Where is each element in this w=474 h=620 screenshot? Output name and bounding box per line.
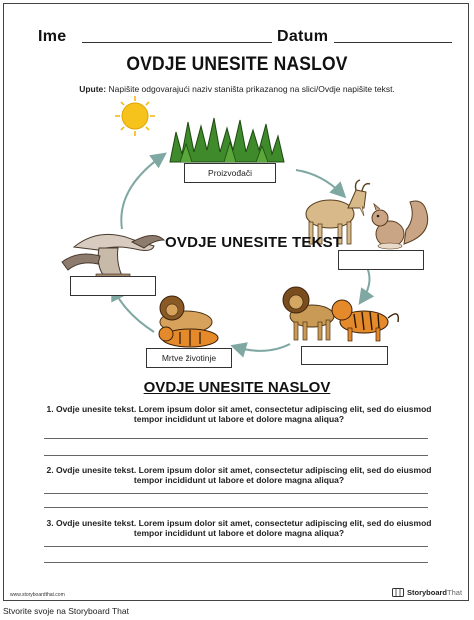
- answer-line[interactable]: [44, 562, 428, 563]
- storyboard-icon: [392, 588, 404, 597]
- answer-line[interactable]: [44, 438, 428, 439]
- dead-animals-icon: [159, 296, 218, 347]
- section-title[interactable]: OVDJE UNESITE NASLOV: [143, 379, 331, 396]
- lion-icon: [283, 287, 334, 340]
- instructions-label: Upute:: [79, 84, 107, 94]
- answer-line[interactable]: [44, 455, 428, 456]
- logo-thin-text: That: [447, 588, 463, 597]
- date-label: Datum: [277, 28, 329, 45]
- dead-animals-box[interactable]: Mrtve životinje: [146, 348, 232, 368]
- question-1[interactable]: 1. Ovdje unesite tekst. Lorem ipsum dolor sit amet, consectetur adipiscing elit, sed do eiusmod tempor incididunt ut labore et dolore magna aliqua?: [46, 404, 432, 424]
- name-label: Ime: [38, 28, 67, 45]
- footer-url[interactable]: www.storyboardthat.com: [10, 592, 65, 598]
- cycle-center-text[interactable]: OVDJE UNESITE TEKST: [165, 234, 343, 251]
- herbivores-box[interactable]: [338, 250, 424, 270]
- instructions-text: Napišite odgovarajući naziv staništa prikazanog na slici/Ovdje napišite tekst.: [106, 84, 395, 94]
- answer-line[interactable]: [44, 546, 428, 547]
- answer-line[interactable]: [44, 507, 428, 508]
- tiger-icon: [332, 300, 398, 341]
- sun-icon: [115, 96, 155, 136]
- question-3[interactable]: 3. Ovdje unesite tekst. Lorem ipsum dolor sit amet, consectetur adipiscing elit, sed do eiusmod tempor incididunt ut labore et dolore magna aliqua?: [46, 518, 432, 538]
- logo-bold-text: Storyboard: [407, 588, 448, 597]
- mushroom-icon: [62, 234, 164, 278]
- squirrel-icon: [372, 201, 428, 249]
- grass-icon: [170, 118, 284, 162]
- carnivores-box[interactable]: [301, 346, 388, 365]
- producers-box[interactable]: Proizvođači: [184, 163, 276, 183]
- answer-line[interactable]: [44, 493, 428, 494]
- worksheet: [3, 3, 469, 601]
- food-chain-artwork: [4, 4, 470, 374]
- page-title[interactable]: OVDJE UNESITE NASLOV: [126, 54, 348, 75]
- storyboard-logo[interactable]: [392, 588, 462, 597]
- decomposers-box[interactable]: [70, 276, 156, 296]
- page-caption[interactable]: Stvorite svoje na Storyboard That: [3, 606, 129, 616]
- question-2[interactable]: 2. Ovdje unesite tekst. Lorem ipsum dolor sit amet, consectetur adipiscing elit, sed do eiusmod tempor incididunt ut labore et dolore magna aliqua?: [46, 465, 432, 485]
